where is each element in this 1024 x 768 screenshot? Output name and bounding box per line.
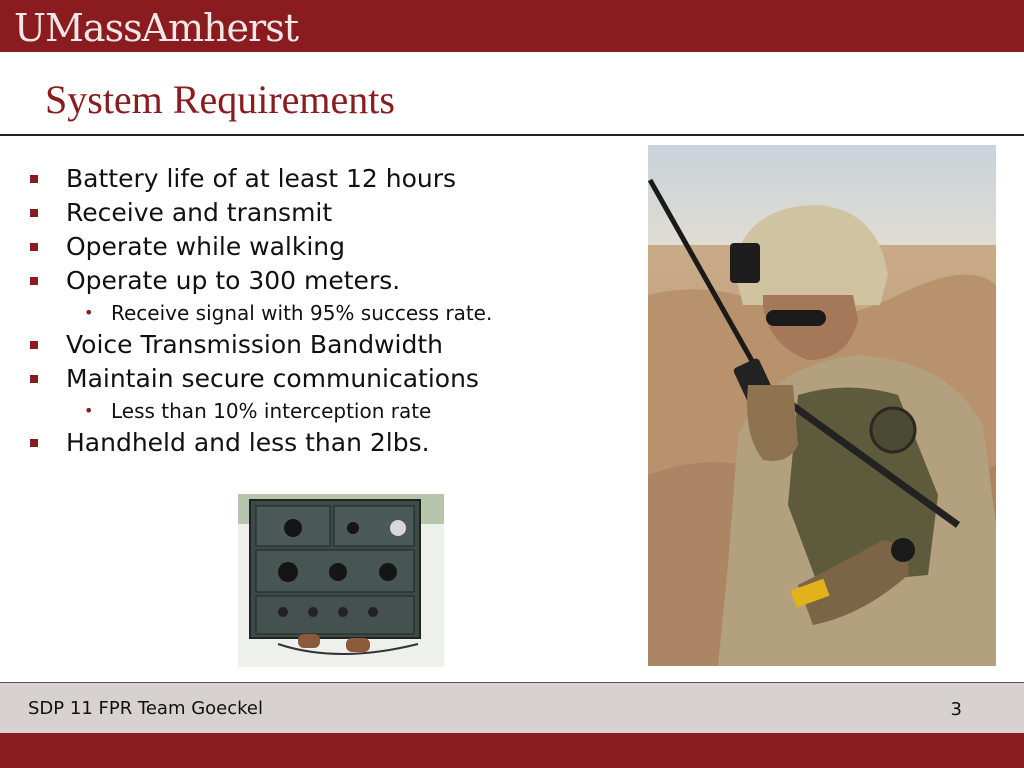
bottom-bar bbox=[0, 733, 1024, 768]
footer-text: SDP 11 FPR Team Goeckel bbox=[28, 698, 264, 719]
bullet-text: Maintain secure communications bbox=[66, 364, 479, 393]
bullet-text: Operate while walking bbox=[66, 232, 346, 261]
bullet-text: Handheld and less than 2lbs. bbox=[66, 428, 430, 457]
bullet-item bbox=[28, 426, 628, 460]
square-bullet-icon bbox=[30, 175, 38, 183]
square-bullet-icon bbox=[30, 243, 38, 251]
bullet-item bbox=[28, 264, 628, 298]
bullet-text: Operate up to 300 meters. bbox=[66, 266, 401, 295]
sub-bullet-text: Less than 10% interception rate bbox=[111, 399, 432, 423]
slide-title: System Requirements bbox=[45, 77, 395, 122]
round-bullet-icon: • bbox=[84, 303, 94, 322]
page-number: 3 bbox=[950, 699, 962, 720]
bullet-item bbox=[28, 362, 628, 396]
bullet-item bbox=[28, 162, 628, 196]
round-bullet-icon: • bbox=[84, 401, 94, 420]
soldier-radio-photo bbox=[648, 145, 996, 666]
umass-amherst-logo: UMassAmherst bbox=[14, 6, 298, 50]
header-bar bbox=[0, 0, 1024, 52]
square-bullet-icon bbox=[30, 277, 38, 285]
sub-bullet-item bbox=[28, 396, 628, 426]
bullet-item bbox=[28, 230, 628, 264]
bullet-text: Voice Transmission Bandwidth bbox=[66, 330, 444, 359]
square-bullet-icon bbox=[30, 341, 38, 349]
square-bullet-icon bbox=[30, 209, 38, 217]
bullet-list bbox=[28, 162, 628, 460]
footer-bar bbox=[0, 683, 1024, 733]
bullet-text: Receive and transmit bbox=[66, 198, 333, 227]
bullet-text: Battery life of at least 12 hours bbox=[66, 164, 457, 193]
sub-bullet-text: Receive signal with 95% success rate. bbox=[111, 301, 493, 325]
square-bullet-icon bbox=[30, 439, 38, 447]
bullet-item bbox=[28, 196, 628, 230]
sub-bullet-item bbox=[28, 298, 628, 328]
vintage-radio-photo bbox=[238, 494, 444, 667]
square-bullet-icon bbox=[30, 375, 38, 383]
title-divider bbox=[0, 134, 1024, 136]
bullet-item bbox=[28, 328, 628, 362]
